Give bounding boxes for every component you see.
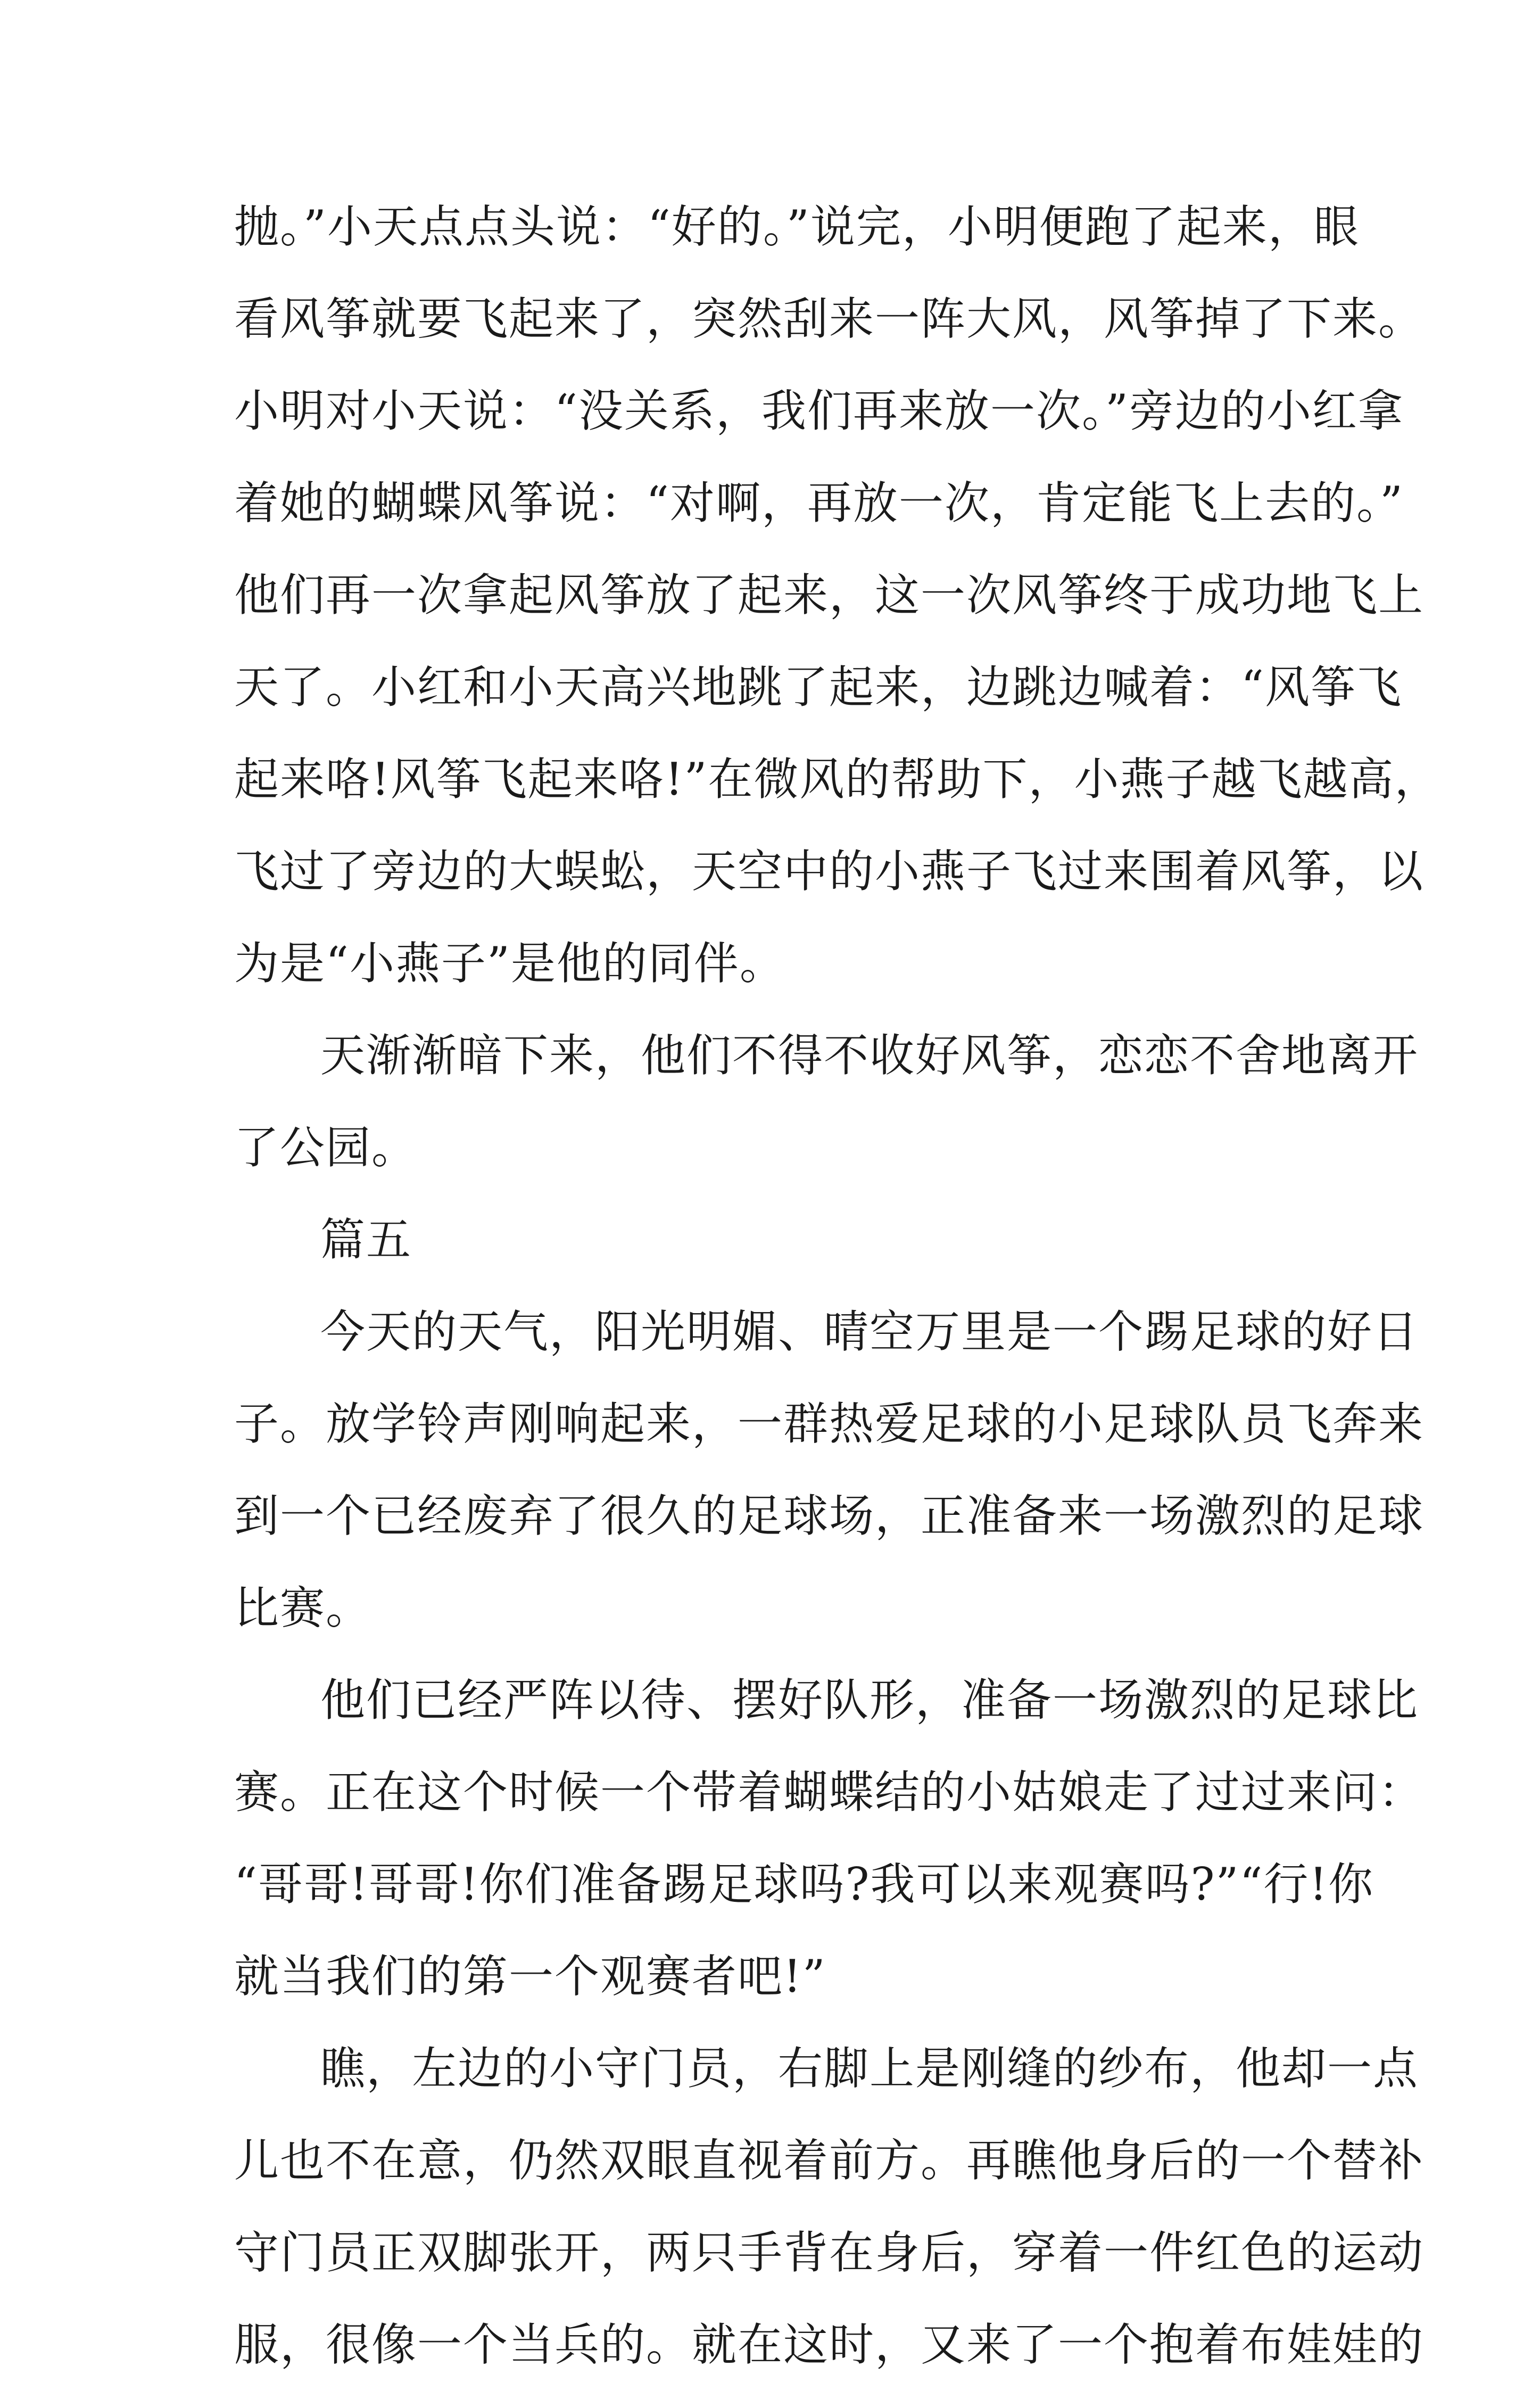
text-line: 为是“小燕子”是他的同伴。 — [234, 937, 785, 990]
text-line: 起来咯!风筝飞起来咯!”在微风的帮助下，小燕子越飞越高， — [234, 753, 1440, 805]
text-line: 看风筝就要飞起来了，突然刮来一阵大风，风筝掉了下来。 — [234, 293, 1425, 345]
text-line: “哥哥!哥哥!你们准备踢足球吗?我可以来观赛吗?”“行!你 — [234, 1858, 1375, 1910]
text-line: 服，很像一个当兵的。就在这时，又来了一个抱着布娃娃的 — [234, 2319, 1425, 2371]
text-line: 他们再一次拿起风筝放了起来，这一次风筝终于成功地飞上 — [234, 569, 1425, 621]
text-line: 了公园。 — [234, 1122, 418, 1174]
body-text — [234, 181, 1440, 2391]
text-line: 着她的蝴蝶风筝说：“对啊，再放一次，肯定能飞上去的。” — [234, 477, 1404, 529]
text-line: 赛。正在这个时候一个带着蝴蝶结的小姑娘走了过过来问： — [234, 1766, 1425, 1818]
text-line: 小明对小天说：“没关系，我们再来放一次。”旁边的小红拿 — [234, 385, 1404, 437]
text-line: 他们已经严阵以待、摆好队形，准备一场激烈的足球比 — [320, 1674, 1419, 1726]
text-line: 飞过了旁边的大蜈蚣，天空中的小燕子飞过来围着风筝，以 — [234, 845, 1425, 897]
text-line: 比赛。 — [234, 1582, 372, 1634]
text-line: 儿也不在意，仍然双眼直视着前方。再瞧他身后的一个替补 — [234, 2134, 1425, 2187]
text-line: 天渐渐暗下来，他们不得不收好风筝，恋恋不舍地离开 — [320, 1029, 1419, 1082]
text-line: 瞧，左边的小守门员，右脚上是刚缝的纱布，他却一点 — [320, 2042, 1419, 2095]
text-line: 抛。”小天点点头说：“好的。”说完，小明便跑了起来，眼 — [234, 201, 1360, 253]
text-line: 天了。小红和小天高兴地跳了起来，边跳边喊着：“风筝飞 — [234, 661, 1402, 713]
text-line: 守门员正双脚张开，两只手背在身后，穿着一件红色的运动 — [234, 2227, 1425, 2279]
text-line: 今天的天气，阳光明媚、晴空万里是一个踢足球的好日 — [320, 1306, 1419, 1358]
text-line: 就当我们的第一个观赛者吧!” — [234, 1950, 826, 2002]
section-heading: 篇五 — [320, 1214, 412, 1266]
text-line: 到一个已经废弃了很久的足球场，正准备来一场激烈的足球 — [234, 1490, 1425, 1542]
text-line: 子。放学铃声刚响起来，一群热爱足球的小足球队员飞奔来 — [234, 1398, 1425, 1450]
